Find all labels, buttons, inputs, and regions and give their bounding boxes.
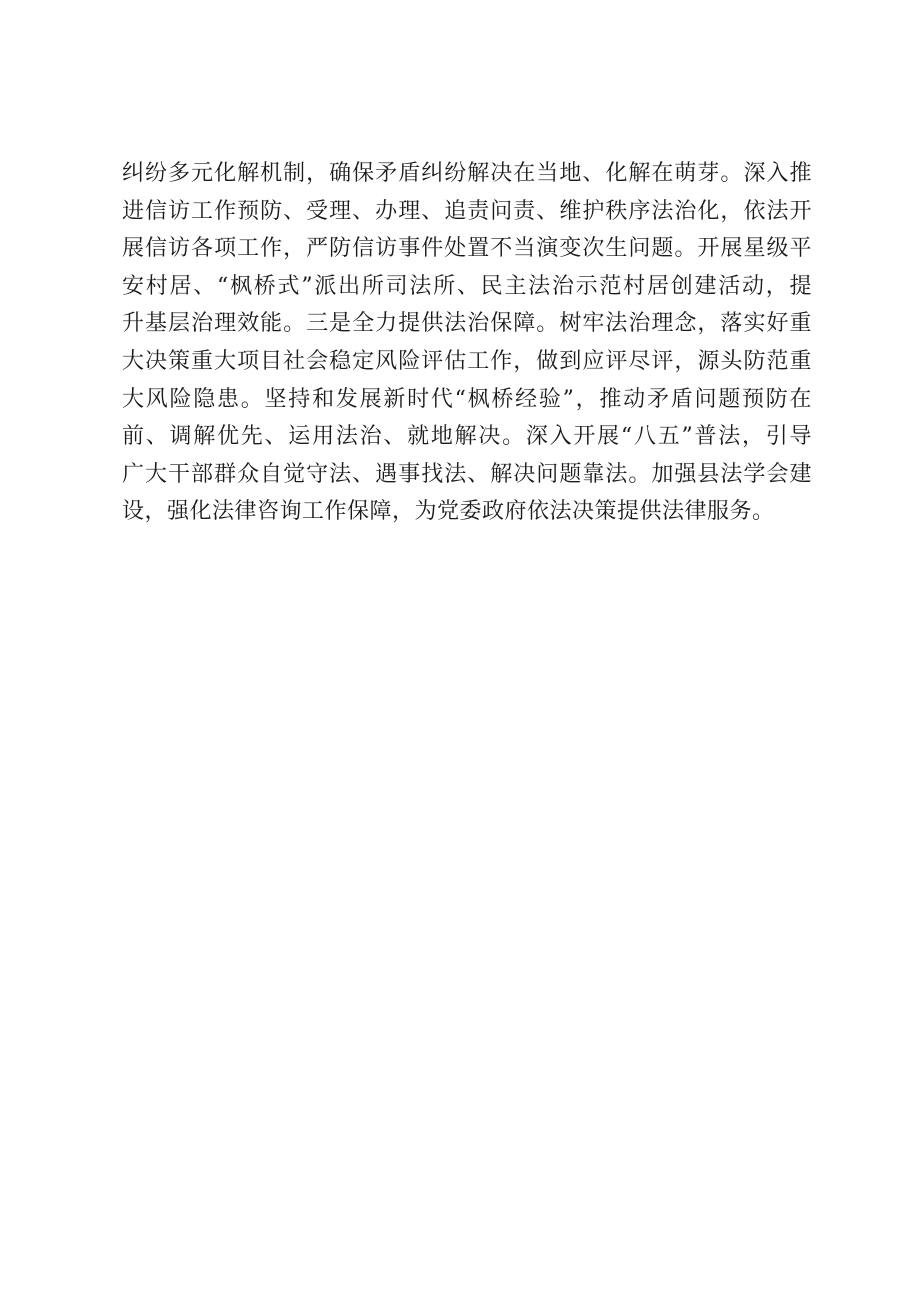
- paragraph-line: 展信访各项工作，严防信访事件处置不当演变次生问题。开展星级平: [122, 236, 812, 262]
- paragraph-line: 进信访工作预防、受理、办理、追责问责、维护秩序法治化，依法开: [122, 198, 812, 224]
- paragraph-line: 升基层治理效能。三是全力提供法治保障。树牢法治理念，落实好重: [122, 311, 812, 337]
- paragraph-line: 设，强化法律咨询工作保障，为党委政府依法决策提供法律服务。: [122, 499, 775, 525]
- paragraph-line: 大决策重大项目社会稳定风险评估工作，做到应评尽评，源头防范重: [122, 348, 812, 374]
- paragraph-line: 安村居、“枫桥式”派出所司法所、民主法治示范村居创建活动，提: [122, 273, 812, 299]
- paragraph-line: 前、调解优先、运用法治、就地解决。深入开展“八五”普法，引导: [122, 424, 812, 450]
- body-paragraph: [122, 155, 812, 531]
- paragraph-line: 广大干部群众自觉守法、遇事找法、解决问题靠法。加强县法学会建: [122, 461, 812, 487]
- paragraph-line: 纠纷多元化解机制，确保矛盾纠纷解决在当地、化解在萌芽。深入推: [122, 161, 812, 186]
- paragraph-line: 大风险隐患。坚持和发展新时代“枫桥经验”，推动矛盾问题预防在: [122, 386, 812, 412]
